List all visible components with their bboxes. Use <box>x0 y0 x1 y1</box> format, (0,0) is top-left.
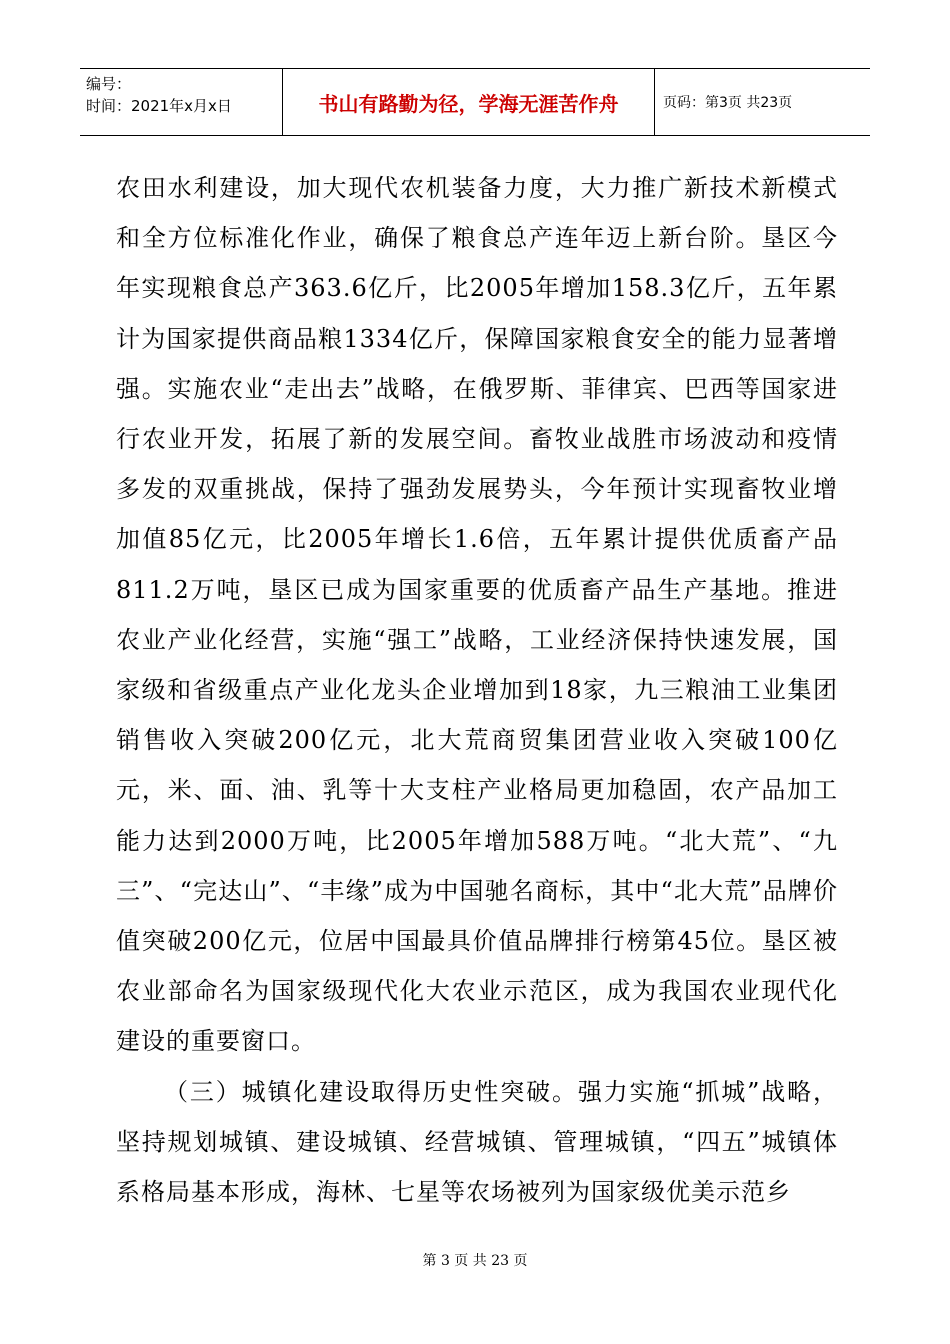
header-page-info: 页码：第3页 共23页 <box>663 95 793 111</box>
page-footer: 第 3 页 共 23 页 <box>422 1253 528 1269</box>
document-number-label: 编号： <box>86 75 132 93</box>
page-header <box>80 68 870 136</box>
header-meta <box>80 69 283 135</box>
header-motto: 书山有路勤为径，学海无涯苦作舟 <box>283 69 655 135</box>
document-body <box>116 163 838 1217</box>
body-paragraph-1: 农田水利建设，加大现代农机装备力度，大力推广新技术新模式和全方位标准化作业，确保了粮食总产连年迈上新台阶。垦区今年实现粮食总产363.6亿斤，比2005年增加158.3亿斤，五年累计为国家提供商品粮1334亿斤，保障国家粮食安全的能力显著增强。实施农业“走出去”战略，在俄罗斯、菲律宾、巴西等国家进行农业开发，拓展了新的发展空间。畜牧业战胜市场波动和疫情多发的双重挑战，保持了强劲发展势头，今年预计实现畜牧业增加值85亿元，比2005年增长1.6倍，五年累计提供优质畜产品811.2万吨，垦区已成为国家重要的优质畜产品生产基地。推进农业产业化经营，实施“强工”战略，工业经济保持快速发展，国家级和省级重点产业化龙头企业增加到18家，九三粮油工业集团销售收入突破200亿元，北大荒商贸集团营业收入突破100亿元，米、面、油、乳等十大支柱产业格局更加稳固，农产品加工能力达到2000万吨，比2005年增加588万吨。“北大荒”、“九三”、“完达山”、“丰缘”成为中国驰名商标，其中“北大荒”品牌价值突破200亿元，位居中国最具价值品牌排行榜第45位。垦区被农业部命名为国家级现代化大农业示范区，成为我国农业现代化建设的重要窗口。 <box>116 174 838 1056</box>
document-date: 时间：2021年x月x日 <box>86 97 232 115</box>
body-paragraph-2: （三）城镇化建设取得历史性突破。强力实施“抓城”战略，坚持规划城镇、建设城镇、经营城镇、管理城镇，“四五”城镇体系格局基本形成，海林、七星等农场被列为国家级优美示范乡 <box>116 1077 838 1207</box>
